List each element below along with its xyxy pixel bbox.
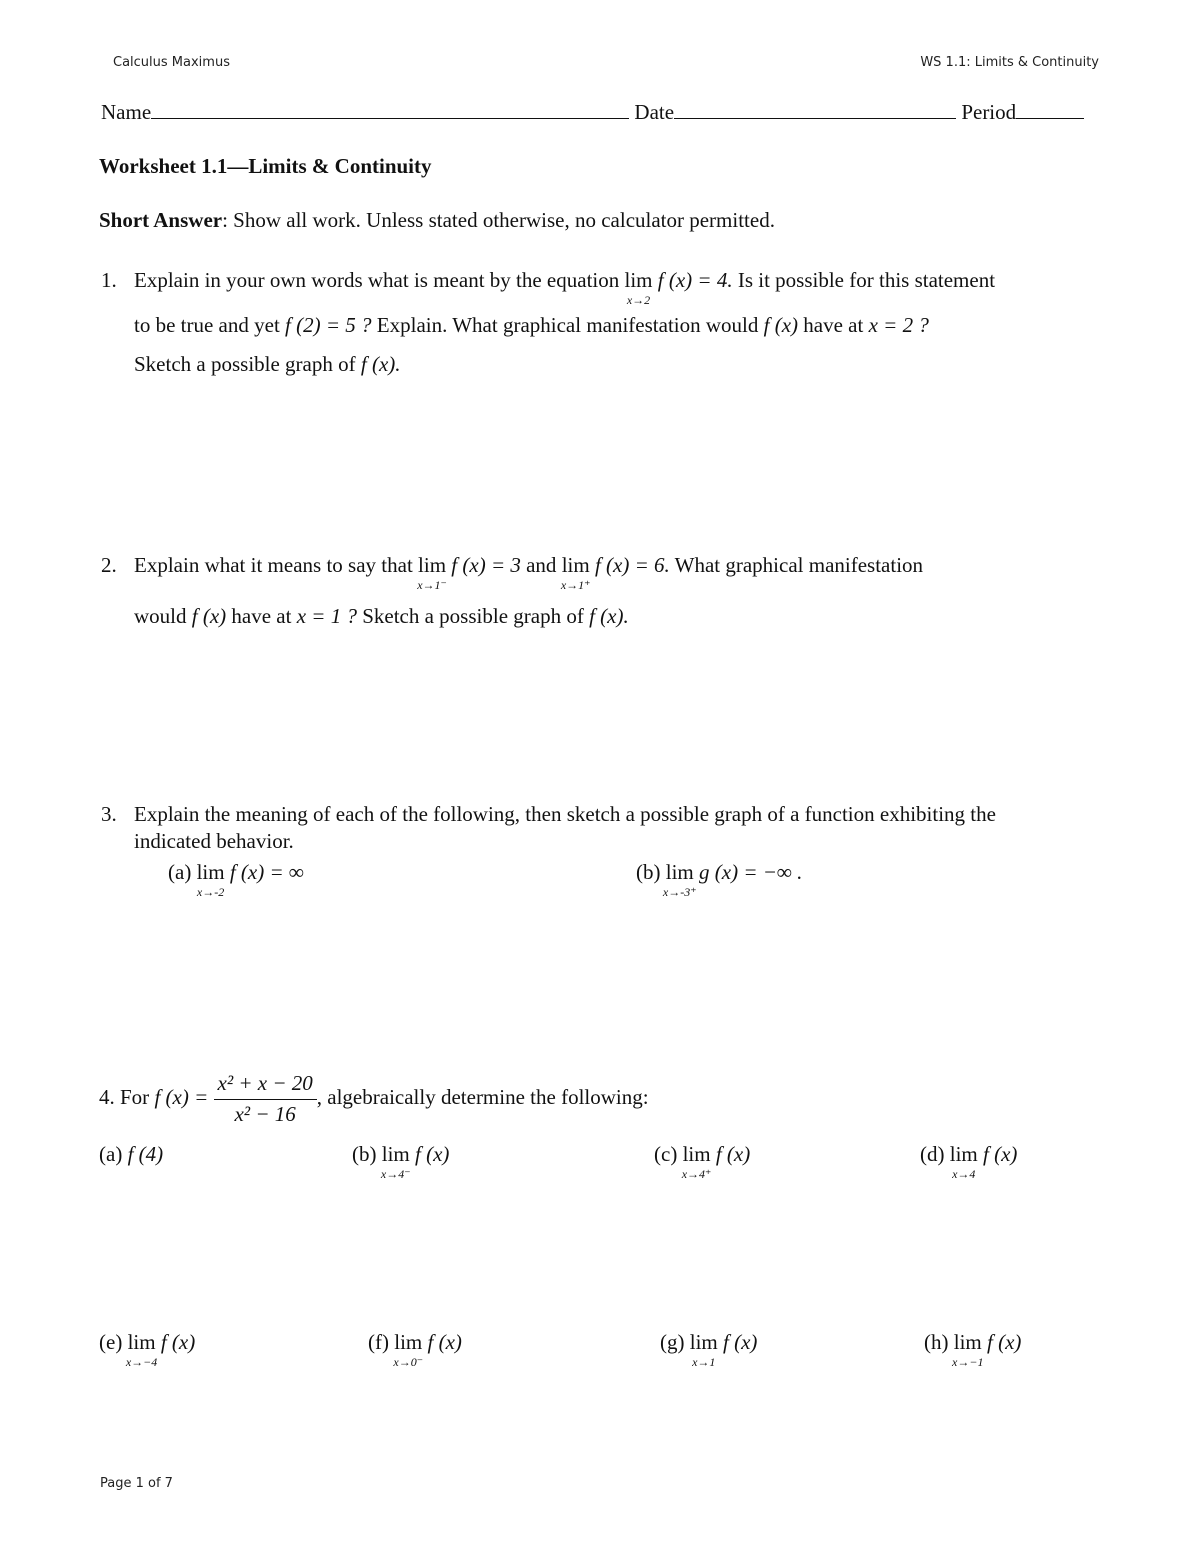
q2-text-c: would <box>134 604 187 628</box>
lim-word: lim <box>381 1142 410 1166</box>
q2-fx-2: f (x). <box>589 604 629 628</box>
q4-denominator: x² − 16 <box>234 1102 296 1126</box>
q3-b-limit-sub: x→-3⁺ <box>662 885 697 899</box>
q4-f-limit <box>393 1330 424 1369</box>
q3-line-2: indicated behavior. <box>134 829 294 853</box>
q1-fx: f (x) <box>763 313 799 337</box>
q2-limit-left-sub: x→1⁻ <box>417 578 447 592</box>
q3-a-limit-sub: x→-2 <box>196 885 225 899</box>
q2-equation-1: f (x) = 3 <box>451 553 521 577</box>
q2-equation-2: f (x) = 6. <box>594 553 670 577</box>
q4-d-label: (d) <box>920 1142 945 1166</box>
q4-c-expr: f (x) <box>715 1142 751 1166</box>
q4-d-limit <box>949 1142 978 1181</box>
q4-f-label: (f) <box>368 1330 389 1354</box>
instructions-text: : Show all work. Unless stated otherwise, no calculator permitted. <box>222 208 775 232</box>
q1-text-e: have at <box>803 313 864 337</box>
q4-numerator: x² + x − 20 <box>214 1071 317 1100</box>
q4-e-expr: f (x) <box>160 1330 196 1354</box>
q1-number: 1. <box>101 268 117 292</box>
q4-e-limit-sub: x→−4 <box>125 1355 158 1369</box>
q3-b-label: (b) <box>636 860 661 884</box>
q3-line-1: Explain the meaning of each of the following, then sketch a possible graph of a function exhibiting the <box>134 802 996 826</box>
q1-text-f: Sketch a possible graph of <box>134 352 356 376</box>
q4-e-limit <box>125 1330 158 1369</box>
lim-word: lim <box>561 553 590 577</box>
q3-a-label: (a) <box>168 860 192 884</box>
q4-f-limit-sub: x→0⁻ <box>393 1355 424 1369</box>
q4-part-b <box>352 1142 450 1181</box>
q4-d-expr: f (x) <box>983 1142 1018 1166</box>
worksheet-title: Worksheet 1.1—Limits & Continuity <box>99 154 432 178</box>
q4-c-limit <box>681 1142 712 1181</box>
q1-text-a: Explain in your own words what is meant by the equation <box>134 268 620 292</box>
q4-part-e <box>99 1330 196 1369</box>
lim-word: lim <box>953 1330 982 1354</box>
q2-text-e: Sketch a possible graph of <box>362 604 584 628</box>
lim-word: lim <box>196 860 225 884</box>
lim-word: lim <box>665 860 694 884</box>
lim-word: lim <box>624 268 653 292</box>
q4-g-limit <box>689 1330 718 1369</box>
q4-c-limit-sub: x→4⁺ <box>681 1167 712 1181</box>
page-number: Page 1 of 7 <box>100 1476 173 1491</box>
lim-word: lim <box>682 1142 711 1166</box>
q1-text-b: Is it possible for this statement <box>737 268 996 292</box>
lim-word: lim <box>394 1330 423 1354</box>
q4-part-a <box>99 1142 163 1167</box>
q1-line-2 <box>134 313 929 338</box>
q4-part-d <box>920 1142 1018 1181</box>
instructions-label: Short Answer <box>99 208 223 232</box>
q4-number: 4. <box>99 1084 115 1109</box>
q2-x-value: x = 1 ? <box>296 604 357 628</box>
q4-g-label: (g) <box>660 1330 685 1354</box>
q4-text: , algebraically determine the following: <box>316 1084 649 1109</box>
q2-text-b: What graphical manifestation <box>674 553 924 577</box>
q3-part-a <box>168 860 304 899</box>
date-label: Date <box>634 100 675 124</box>
q4-fraction <box>214 1071 317 1127</box>
q4-part-c <box>654 1142 751 1181</box>
q4-c-label: (c) <box>654 1142 678 1166</box>
q3-a-equation: f (x) = ∞ <box>229 860 304 884</box>
lim-word: lim <box>949 1142 978 1166</box>
q4-a-label: (a) <box>99 1142 123 1166</box>
running-header-right: WS 1.1: Limits & Continuity <box>920 55 1099 70</box>
q2-line-1 <box>134 553 924 592</box>
q2-number: 2. <box>101 553 117 577</box>
name-label: Name <box>101 100 152 124</box>
q2-text-a: Explain what it means to say that <box>134 553 413 577</box>
lim-word: lim <box>689 1330 718 1354</box>
q1-fx-2: f (x). <box>360 352 401 376</box>
q2-limit-right-sub: x→1⁺ <box>560 578 591 592</box>
q3-a-limit <box>196 860 225 899</box>
q4-a-expr: f (4) <box>127 1142 164 1166</box>
q4-part-h <box>924 1330 1022 1369</box>
lim-word: lim <box>418 553 447 577</box>
q2-limit-left <box>417 553 447 592</box>
q1-line-1 <box>134 268 996 307</box>
q1-limit-sub: x→2 <box>626 293 651 307</box>
q1-limit <box>624 268 653 307</box>
q3-number: 3. <box>101 802 117 826</box>
q1-line-3 <box>134 352 401 377</box>
q4-d-limit-sub: x→4 <box>952 1167 976 1181</box>
running-header-left: Calculus Maximus <box>113 55 230 70</box>
lim-word: lim <box>127 1330 156 1354</box>
q4-e-label: (e) <box>99 1330 123 1354</box>
q4-b-label: (b) <box>352 1142 377 1166</box>
q1-x-value: x = 2 ? <box>868 313 929 337</box>
q4-part-g <box>660 1330 758 1369</box>
q2-and: and <box>526 553 557 577</box>
q4-g-expr: f (x) <box>723 1330 758 1354</box>
q3-part-b <box>636 860 803 899</box>
q4-g-limit-sub: x→1 <box>692 1355 716 1369</box>
q4-for: For <box>120 1084 150 1109</box>
q1-text-c: to be true and yet <box>134 313 280 337</box>
date-blank[interactable] <box>674 100 956 119</box>
q2-text-d: have at <box>231 604 292 628</box>
period-blank[interactable] <box>1016 100 1084 119</box>
q3-b-limit <box>662 860 697 899</box>
q4-b-expr: f (x) <box>415 1142 450 1166</box>
q4-part-f <box>368 1330 462 1369</box>
q2-fx: f (x) <box>191 604 227 628</box>
q4-intro <box>99 1071 649 1127</box>
q3-b-equation: g (x) = −∞ . <box>699 860 803 884</box>
q4-b-limit-sub: x→4⁻ <box>380 1167 411 1181</box>
q4-h-limit-sub: x→−1 <box>952 1355 984 1369</box>
q1-text-d: Explain. What graphical manifestation would <box>376 313 759 337</box>
q2-line-2 <box>134 604 629 629</box>
q1-equation-2: f (2) = 5 ? <box>285 313 372 337</box>
q4-f-expr: f (x) <box>427 1330 462 1354</box>
instructions <box>99 208 775 233</box>
q2-limit-right <box>560 553 591 592</box>
q4-h-expr: f (x) <box>987 1330 1022 1354</box>
name-blank[interactable] <box>151 100 629 119</box>
q4-h-limit <box>952 1330 984 1369</box>
q4-h-label: (h) <box>924 1330 949 1354</box>
name-date-period-line <box>101 100 1084 125</box>
period-label: Period <box>961 100 1017 124</box>
q4-function-lhs: f (x) = <box>154 1084 209 1109</box>
q4-b-limit <box>380 1142 411 1181</box>
q1-equation: f (x) = 4. <box>657 268 733 292</box>
